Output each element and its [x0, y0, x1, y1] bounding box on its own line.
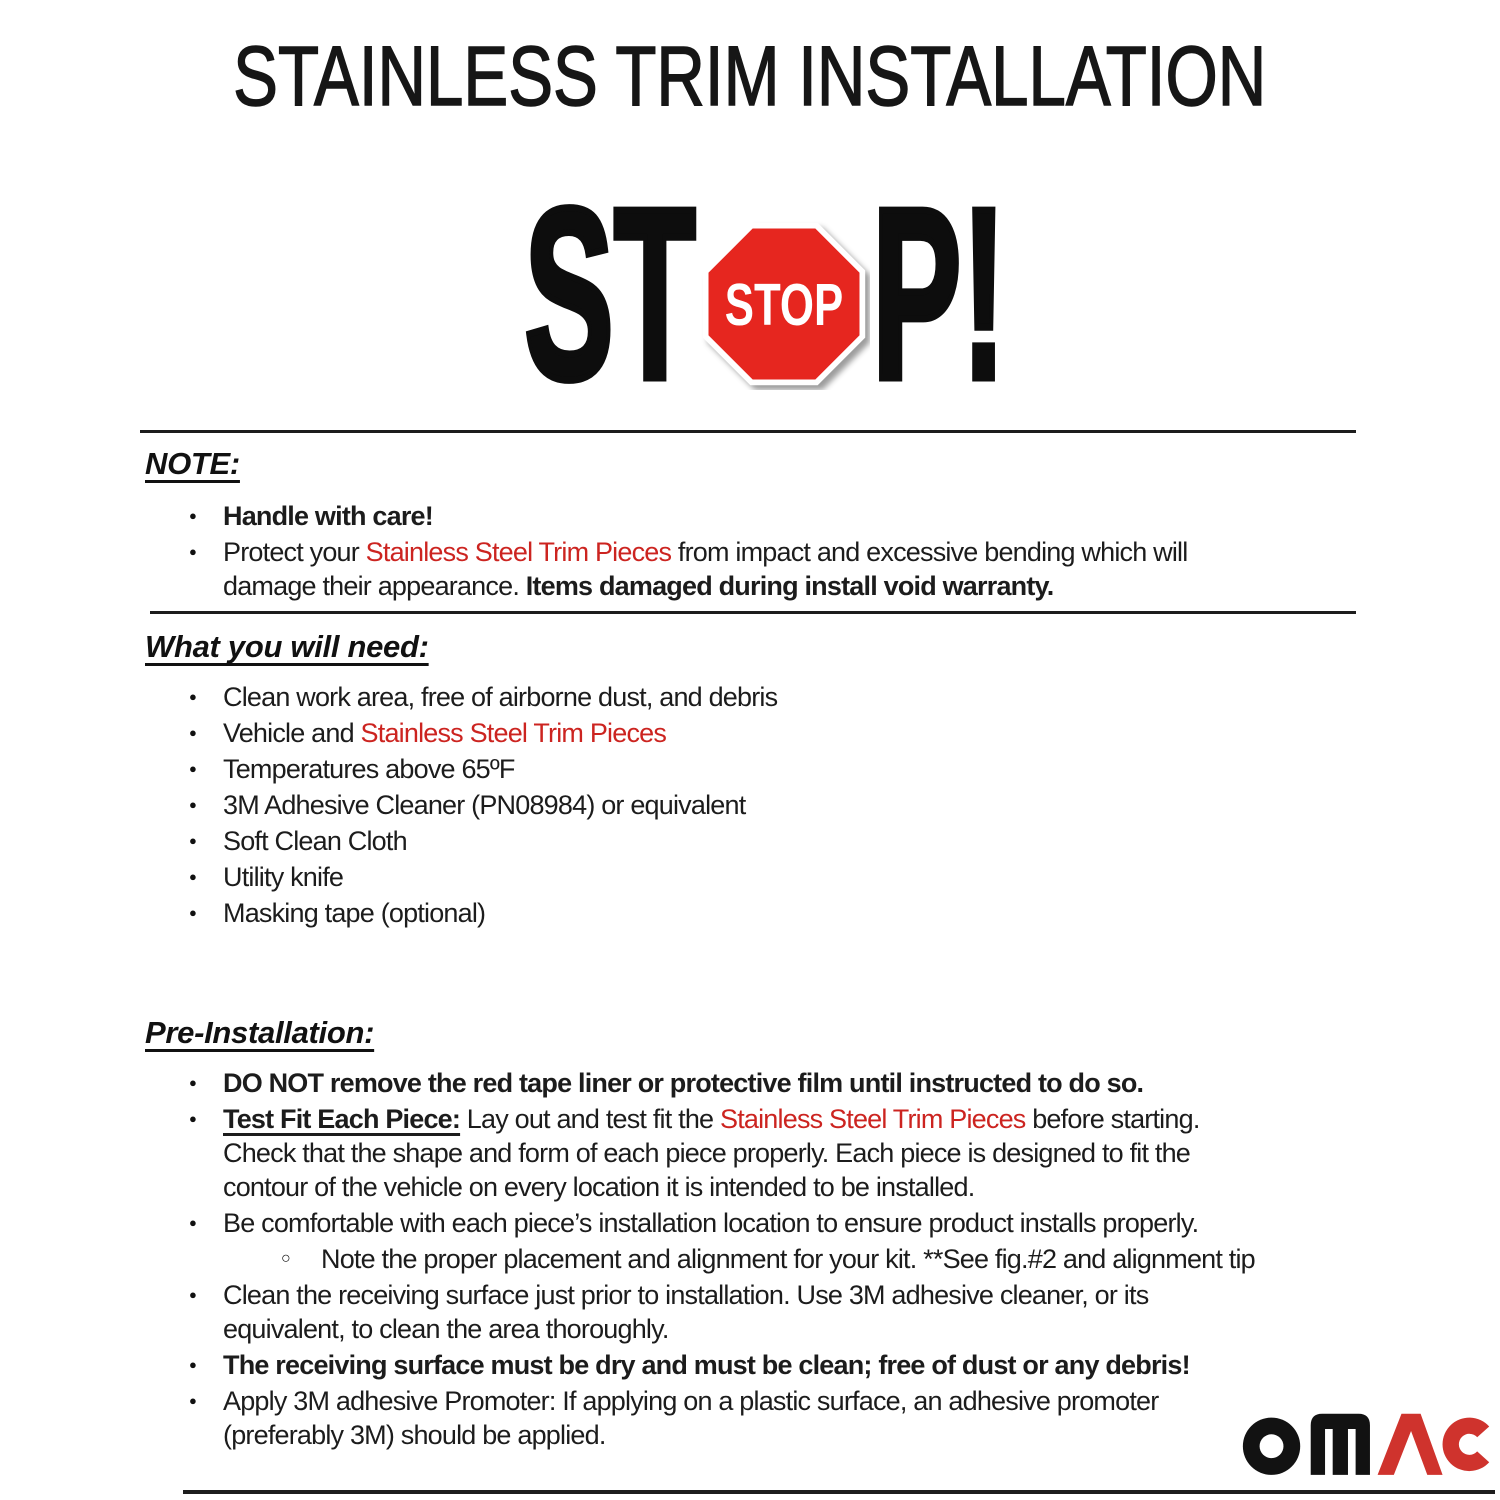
divider-note-bottom — [150, 611, 1356, 614]
section-note — [145, 445, 1390, 603]
logo-letter-o-hole — [1260, 1434, 1284, 1458]
logo-letter-c — [1443, 1418, 1490, 1472]
note-heading: NOTE: — [145, 446, 240, 481]
list-item — [145, 752, 1390, 786]
stop-banner — [0, 157, 1500, 430]
text-segment: Lay out and test fit the — [460, 1104, 720, 1134]
list-item — [145, 1206, 1390, 1240]
list-item — [145, 1348, 1390, 1382]
text-segment: contour of the vehicle on every location it is intended to be installed. — [223, 1172, 975, 1202]
text-segment: Masking tape (optional) — [223, 898, 486, 928]
logo-letter-m — [1311, 1414, 1370, 1475]
text-segment: Note the proper placement and alignment for your kit. **See fig.#2 and alignment tip — [321, 1244, 1255, 1274]
list-item — [145, 896, 1390, 930]
text-segment: Apply 3M adhesive Promoter: If applying on a plastic surface, an adhesive promoter — [223, 1386, 1159, 1416]
text-segment: Handle with care! — [223, 501, 433, 531]
section-what-you-will-need — [145, 628, 1390, 930]
list-item — [145, 1384, 1390, 1452]
text-segment: damage their appearance. — [223, 571, 526, 601]
text-segment: Be comfortable with each piece’s installation location to ensure product installs properly. — [223, 1208, 1199, 1238]
text-segment: Vehicle and — [223, 718, 361, 748]
list-item — [145, 1102, 1390, 1204]
stop-banner-right-letters: P! — [871, 157, 1007, 430]
text-segment: (preferably 3M) should be applied. — [223, 1420, 606, 1450]
text-segment: Stainless Steel Trim Pieces — [719, 1104, 1026, 1134]
note-list — [145, 499, 1390, 603]
text-segment: Temperatures above 65ºF — [223, 754, 515, 784]
page-title — [0, 0, 1500, 123]
text-segment: Clean the receiving surface just prior to installation. Use 3M adhesive cleaner, or its — [223, 1280, 1149, 1310]
text-segment: equivalent, to clean the area thoroughly. — [223, 1314, 669, 1344]
list-item — [145, 680, 1390, 714]
text-segment: Stainless Steel Trim Pieces — [360, 718, 667, 748]
text-segment: Test Fit Each Piece: — [223, 1104, 461, 1134]
stop-sign-word: STOP — [724, 271, 844, 339]
stop-sign-icon — [698, 218, 870, 390]
divider-top — [140, 430, 1356, 433]
list-item — [145, 1278, 1390, 1346]
divider-bottom — [183, 1490, 1495, 1494]
logo-letter-a — [1378, 1414, 1443, 1475]
list-item — [145, 716, 1390, 750]
stop-banner-left-letters: ST — [524, 157, 696, 430]
list-item — [145, 499, 1390, 533]
text-segment: Protect your — [223, 537, 366, 567]
text-segment: Utility knife — [223, 862, 344, 892]
text-segment: Clean work area, free of airborne dust, and debris — [223, 682, 778, 712]
text-segment: 3M Adhesive Cleaner (PN08984) or equivalent — [223, 790, 746, 820]
text-segment: before starting. — [1025, 1104, 1200, 1134]
text-segment: Items damaged during install void warranty. — [525, 571, 1054, 601]
list-item — [145, 824, 1390, 858]
preinstall-heading: Pre-Installation: — [145, 1015, 375, 1050]
need-list — [145, 680, 1390, 930]
list-item — [145, 788, 1390, 822]
omac-logo — [1240, 1406, 1498, 1475]
list-item — [145, 860, 1390, 894]
list-item — [145, 1242, 1390, 1276]
need-heading: What you will need: — [145, 629, 429, 664]
list-item — [145, 535, 1390, 603]
list-item — [145, 1066, 1390, 1100]
text-segment: Stainless Steel Trim Pieces — [365, 537, 672, 567]
preinstall-list — [145, 1066, 1390, 1452]
text-segment: from impact and excessive bending which will — [671, 537, 1188, 567]
text-segment: The receiving surface must be dry and must be clean; free of dust or any debris! — [223, 1350, 1190, 1380]
section-pre-installation — [145, 1014, 1390, 1452]
text-segment: Check that the shape and form of each piece properly. Each piece is designed to fit the — [223, 1138, 1191, 1168]
text-segment: Soft Clean Cloth — [223, 826, 407, 856]
page-title-text: STAINLESS TRIM INSTALLATION — [233, 29, 1267, 123]
text-segment: DO NOT remove the red tape liner or protective film until instructed to do so. — [223, 1068, 1144, 1098]
